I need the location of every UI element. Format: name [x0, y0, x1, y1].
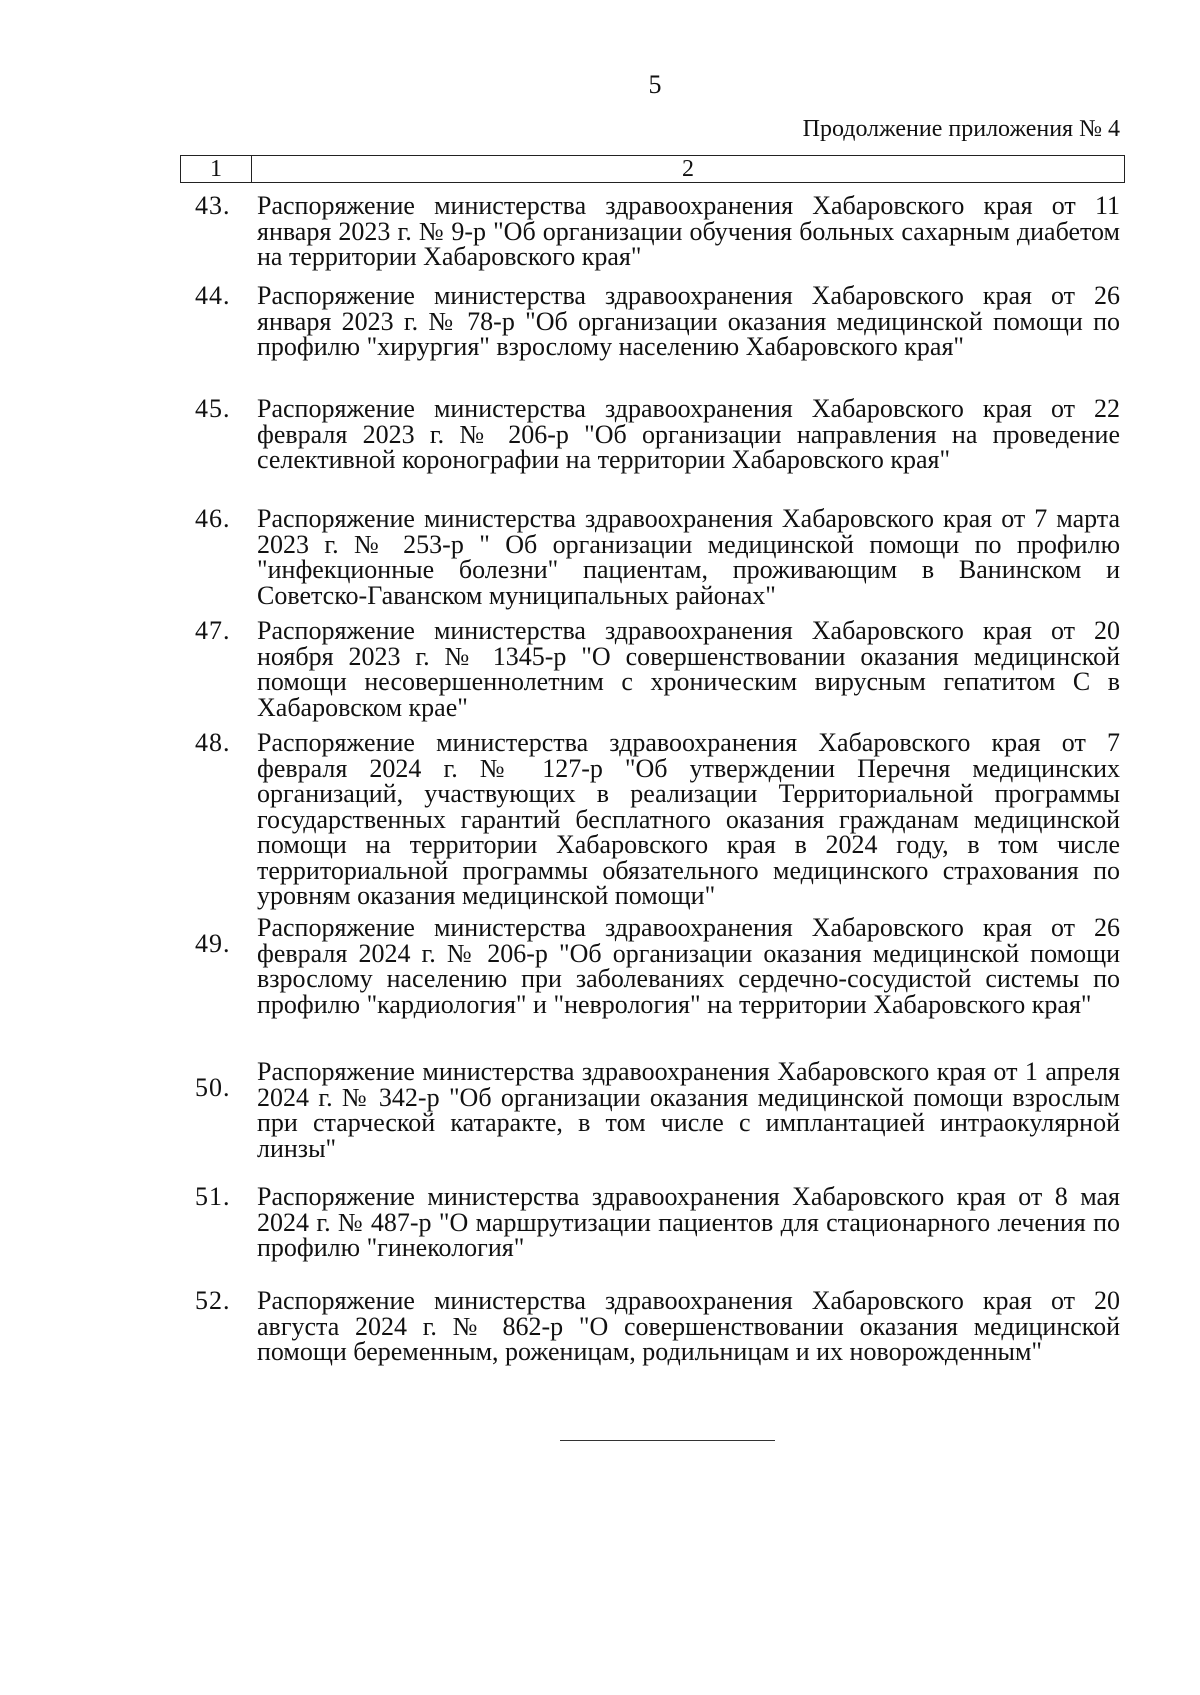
item-text: Распоряжение министерства здравоохранения Хабаровского края от 26 января 2023 г. № 78-р "Об организации оказания медицинской помощи по профилю "хирургия" взрослому населению Хабаровского края" — [257, 281, 1120, 361]
item-number: 50. — [195, 1073, 231, 1102]
item-text: Распоряжение министерства здравоохранения Хабаровского края от 26 февраля 2024 г. № 206-р "Об организации оказания медицинской помощи взрослому населению при заболеваниях сердечно-сосудистой системы по профилю "кардиология" и "неврология" на территории Хабаровского края" — [257, 913, 1120, 1019]
table-header-col1: 1 — [181, 156, 252, 182]
item-text: Распоряжение министерства здравоохранения Хабаровского края от 20 августа 2024 г. № 862-р "О совершенствовании оказания медицинской помощи беременным, роженицам, родильницам и их новорожденным" — [257, 1286, 1120, 1366]
item-number: 52. — [195, 1286, 231, 1315]
continuation-label: Продолжение приложения № 4 — [802, 116, 1120, 142]
closing-divider — [560, 1440, 775, 1441]
item-number: 47. — [195, 616, 231, 645]
item-text: Распоряжение министерства здравоохранения Хабаровского края от 11 января 2023 г. № 9-р "Об организации обучения больных сахарным диабетом на территории Хабаровского края" — [257, 191, 1120, 271]
item-text: Распоряжение министерства здравоохранения Хабаровского края от 20 ноября 2023 г. № 1345-р "О совершенствовании оказания медицинской помощи несовершеннолетним с хроническим вирусным гепатитом С в Хабаровском крае" — [257, 616, 1120, 722]
item-text: Распоряжение министерства здравоохранения Хабаровского края от 7 февраля 2024 г. № 127-р "Об утверждении Перечня медицинских организаций, участвующих в реализации Территориальной программы государственных гарантий бесплатного оказания гражданам медицинской помощи на территории Хабаровского края в 2024 году, в том числе территориальной программы обязательного медицинского страхования по уровням оказания медицинской помощи" — [257, 728, 1120, 910]
item-text: Распоряжение министерства здравоохранения Хабаровского края от 7 марта 2023 г. № 253-р " Об организации медицинской помощи по профилю "инфекционные болезни" пациентам, проживающим в Ванинском и Советско-Гаванском муниципальных районах" — [257, 504, 1120, 610]
item-number: 48. — [195, 728, 231, 757]
item-number: 45. — [195, 394, 231, 423]
page-number: 5 — [648, 70, 662, 99]
item-number: 51. — [195, 1182, 231, 1211]
item-text: Распоряжение министерства здравоохранения Хабаровского края от 1 апреля 2024 г. № 342-р "Об организации оказания медицинской помощи взрослым при старческой катаракте, в том числе с имплантацией интраокулярной линзы" — [257, 1057, 1120, 1163]
item-text: Распоряжение министерства здравоохранения Хабаровского края от 22 февраля 2023 г. № 206-р "Об организации направления на проведение селективной коронографии на территории Хабаровского края" — [257, 394, 1120, 474]
item-number: 49. — [195, 929, 231, 958]
table-header — [180, 155, 1125, 183]
item-number: 46. — [195, 504, 231, 533]
item-number: 44. — [195, 281, 231, 310]
item-number: 43. — [195, 191, 231, 220]
table-header-col2: 2 — [682, 156, 694, 182]
item-text: Распоряжение министерства здравоохранения Хабаровского края от 8 мая 2024 г. № 487-р "О маршрутизации пациентов для стационарного лечения по профилю "гинекология" — [257, 1182, 1120, 1262]
